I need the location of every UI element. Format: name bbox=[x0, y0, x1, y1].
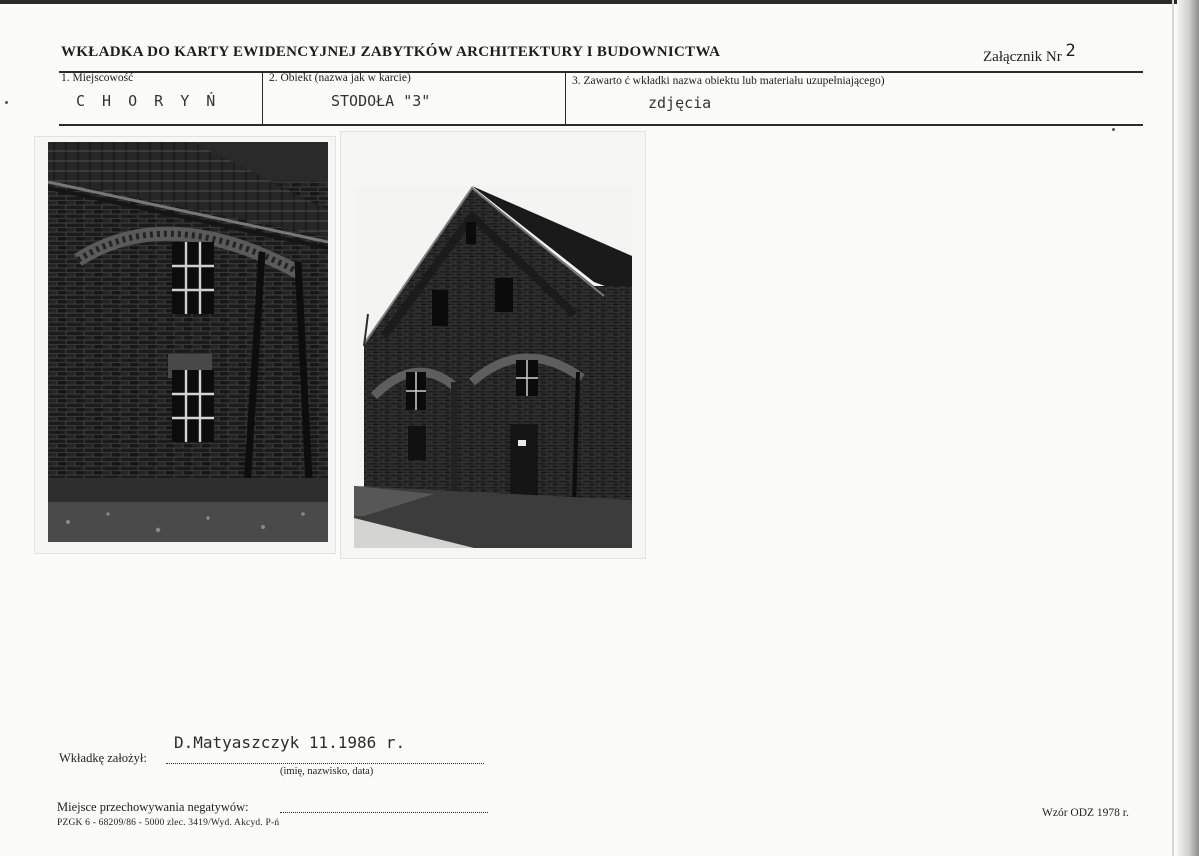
creator-label: Wkładkę założył: bbox=[59, 751, 147, 765]
ink-mark bbox=[5, 101, 8, 104]
barn-corner-photo bbox=[48, 142, 328, 542]
place-value: C H O R Y Ń bbox=[76, 92, 220, 110]
creator-hint: (imię, nazwisko, data) bbox=[280, 766, 374, 777]
contents-label: 3. Zawarto ć wkładki nazwa obiektu lub materiału uzupełniającego) bbox=[572, 75, 885, 87]
creator-value: D.Matyaszczyk 11.1986 r. bbox=[174, 733, 406, 752]
photo-barn-gable bbox=[354, 186, 632, 548]
contents-value: zdjęcia bbox=[648, 94, 712, 112]
field-divider-2 bbox=[565, 73, 566, 125]
object-label: 2. Obiekt (nazwa jak w karcie) bbox=[269, 72, 411, 84]
photo-barn-corner bbox=[48, 142, 328, 542]
fields-bottom-rule bbox=[59, 124, 1143, 126]
negatives-dotted-line bbox=[280, 812, 488, 813]
place-label: 1. Miejscowość bbox=[61, 72, 134, 84]
template-info: Wzór ODZ 1978 r. bbox=[1042, 807, 1129, 819]
negatives-label: Miejsce przechowywania negatywów: bbox=[57, 800, 249, 814]
creator-dotted-line bbox=[166, 763, 484, 764]
scan-page-edge bbox=[1172, 0, 1174, 856]
scan-right-edge bbox=[1177, 0, 1199, 856]
attachment-label: Załącznik Nr bbox=[983, 49, 1062, 65]
object-value: STODOŁA "3" bbox=[331, 92, 431, 110]
field-divider-1 bbox=[262, 73, 263, 125]
attachment-number bbox=[983, 41, 1076, 66]
header-rule bbox=[59, 71, 1143, 73]
form-title: WKŁADKA DO KARTY EWIDENCYJNEJ ZABYTKÓW ARCHITEKTURY I BUDOWNICTWA bbox=[61, 44, 721, 60]
print-info: PZGK 6 - 68209/86 - 5000 zlec. 3419/Wyd. Akcyd. P-ń bbox=[57, 818, 280, 828]
attachment-number-value: 2 bbox=[1065, 41, 1076, 61]
barn-gable-photo bbox=[354, 186, 632, 548]
ink-mark bbox=[1112, 128, 1115, 131]
scan-top-edge bbox=[0, 0, 1199, 4]
